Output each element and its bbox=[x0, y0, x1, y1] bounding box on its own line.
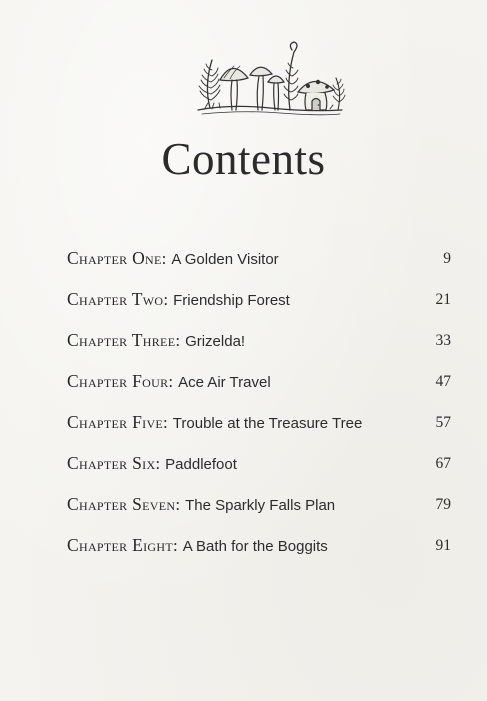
page-number: 21 bbox=[435, 290, 451, 308]
chapter-label: Chapter One bbox=[67, 248, 162, 268]
toc-row-chapter-two[interactable] bbox=[67, 279, 451, 320]
toc-entry bbox=[67, 494, 335, 515]
chapter-label: Chapter Six bbox=[67, 453, 156, 473]
page-number: 67 bbox=[435, 454, 451, 472]
toc-row-chapter-one[interactable] bbox=[67, 238, 451, 279]
page-title: Contents bbox=[161, 134, 326, 184]
chapter-name: Ace Air Travel bbox=[178, 374, 271, 391]
page-number: 47 bbox=[435, 372, 451, 390]
page-number: 79 bbox=[435, 495, 451, 513]
toc-entry bbox=[67, 330, 245, 351]
chapter-name: A Bath for the Boggits bbox=[182, 538, 328, 555]
separator: : bbox=[172, 536, 178, 555]
toc-entry bbox=[67, 412, 362, 433]
page-number: 33 bbox=[435, 331, 451, 349]
chapter-label: Chapter Two bbox=[67, 289, 164, 309]
separator: : bbox=[168, 372, 174, 391]
separator: : bbox=[175, 495, 181, 514]
toc-row-chapter-six[interactable] bbox=[67, 443, 451, 484]
toc-row-chapter-four[interactable] bbox=[67, 361, 451, 402]
mushroom-fern-vignette-icon bbox=[190, 30, 350, 125]
page-number: 57 bbox=[435, 413, 451, 431]
chapter-name: Trouble at the Treasure Tree bbox=[172, 415, 363, 432]
chapter-name: Paddlefoot bbox=[165, 456, 237, 473]
separator: : bbox=[163, 290, 169, 309]
toc-entry bbox=[67, 289, 290, 310]
toc-entry bbox=[67, 248, 279, 269]
separator: : bbox=[161, 249, 167, 268]
page-number: 9 bbox=[443, 249, 451, 267]
toc-entry bbox=[67, 453, 237, 474]
separator: : bbox=[155, 454, 161, 473]
chapter-name: Grizelda! bbox=[185, 333, 246, 350]
chapter-name: Friendship Forest bbox=[173, 292, 290, 309]
chapter-label: Chapter Seven bbox=[67, 494, 176, 514]
chapter-label: Chapter Four bbox=[67, 371, 169, 391]
toc-entry bbox=[67, 371, 271, 392]
chapter-name: A Golden Visitor bbox=[171, 251, 279, 268]
chapter-name: The Sparkly Falls Plan bbox=[185, 497, 336, 514]
toc-entry bbox=[67, 535, 328, 556]
toc-row-chapter-seven[interactable] bbox=[67, 484, 451, 525]
chapter-label: Chapter Eight bbox=[67, 535, 173, 555]
table-of-contents bbox=[67, 238, 451, 566]
separator: : bbox=[175, 331, 181, 350]
chapter-label: Chapter Three bbox=[67, 330, 176, 350]
chapter-label: Chapter Five bbox=[67, 412, 164, 432]
separator: : bbox=[163, 413, 168, 432]
toc-row-chapter-three[interactable] bbox=[67, 320, 451, 361]
toc-row-chapter-five[interactable] bbox=[67, 402, 451, 443]
page-number: 91 bbox=[435, 536, 451, 554]
toc-row-chapter-eight[interactable] bbox=[67, 525, 451, 566]
